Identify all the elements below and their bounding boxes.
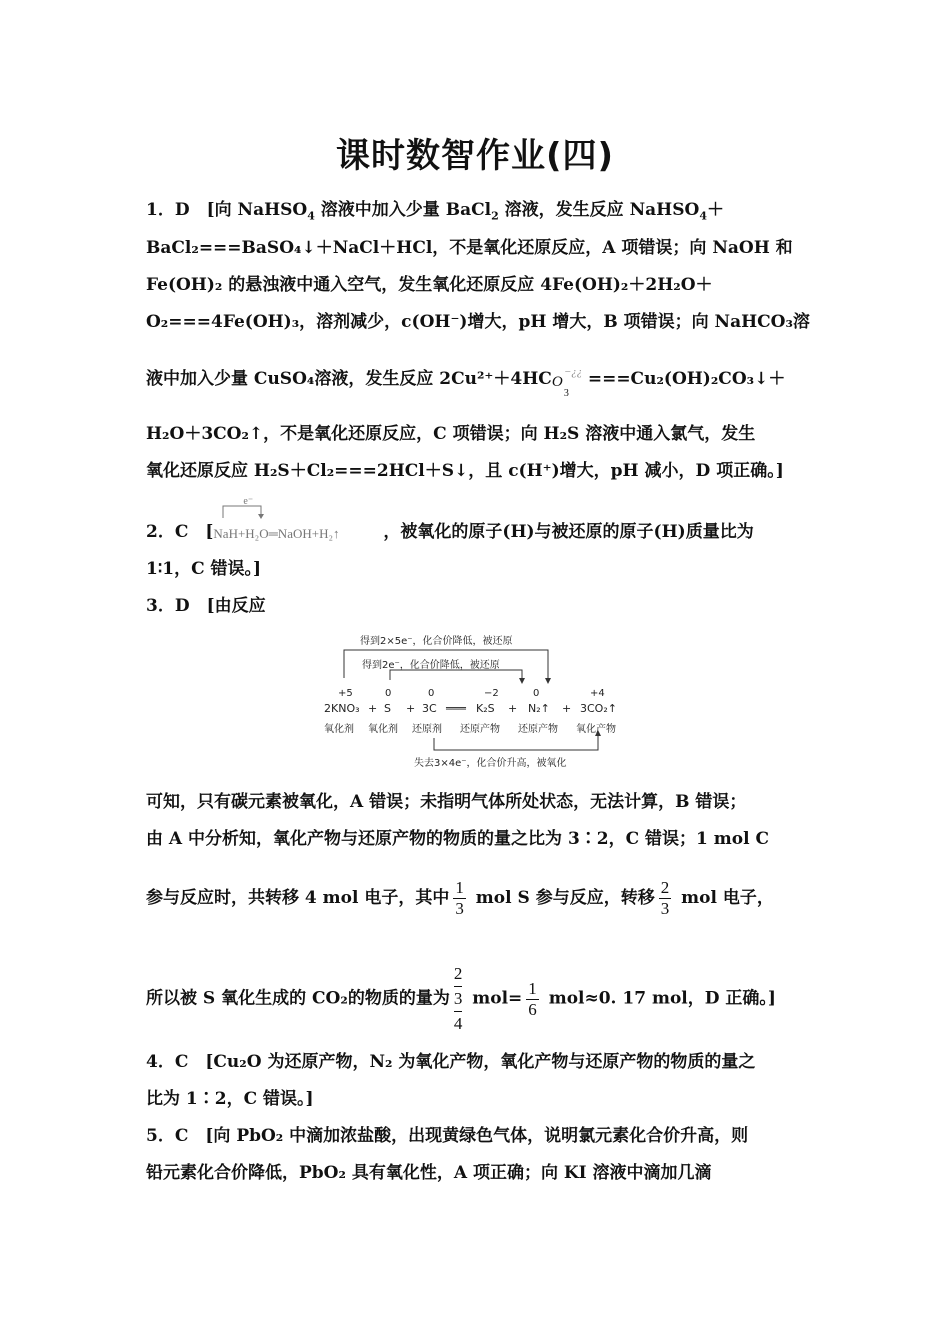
q1-line-5 [146,360,810,399]
denominator: 6 [528,999,537,1019]
role-label: 氧化剂 [324,724,354,735]
formula-sup: −¿¿ [563,366,583,378]
ox-state: −2 [484,688,499,699]
role-label: 还原产物 [460,724,500,735]
q5-line-2: 铅元素化合价降低，PbO₂ 具有氧化性，A 项正确；向 KI 溶液中滴加几滴 [146,1163,712,1183]
plus: + [562,702,572,715]
q1-text: ＋ [706,200,724,220]
electron-transfer-equation [213,496,383,544]
fraction-2-3 [659,878,672,919]
loss-label: 失去3×4e⁻，化合价升高，被氧化 [414,758,567,769]
gain-label-1: 得到2×5e⁻，化合价降低，被还原 [360,636,513,647]
ox-state: 0 [385,688,392,699]
q2-text: ，被氧化的原子(H)与被还原的原子(H)质量比为 [383,522,754,542]
q1-text: 1．D [向 NaHSO [146,200,308,220]
redox-diagram [318,628,636,772]
ox-state: 0 [428,688,435,699]
role-label: 还原剂 [412,724,442,735]
gain-label-2: 得到2e⁻，化合价降低，被还原 [362,660,500,671]
electron-arrow [217,498,267,520]
species: N₂↑ [528,702,550,715]
reaction-equation: NaH+H₂O═NaOH+H₂↑ [213,526,340,541]
formula-o: O [551,374,563,390]
ox-state: +4 [590,688,605,699]
bicarbonate-formula [551,360,588,399]
species: 3CO₂↑ [580,702,617,715]
q1-text: ===Cu₂(OH)₂CO₃↓＋ [587,369,786,389]
q3-text: mol≈0. 17 mol，D 正确。] [542,988,776,1009]
q2-line-2: 1∶1，C 错误。] [146,559,262,579]
page-title: 课时数智作业(四) [335,136,615,176]
species: K₂S [476,702,495,715]
q1-line-3: Fe(OH)₂ 的悬浊液中通入空气，发生氧化还原反应 4Fe(OH)₂＋2H₂O＋ [146,275,713,295]
role-label: 氧化产物 [576,724,616,735]
q5-line-1: 5．C [向 PbO₂ 中滴加浓盐酸，出现黄绿色气体，说明氯元素化合价升高，则 [146,1126,749,1146]
fraction-1-3 [453,878,466,919]
plus: + [508,702,518,715]
q1-line-1 [146,198,810,228]
formula-sub: 3 [563,388,569,399]
q1-line-2: BaCl₂===BaSO₄↓＋NaCl＋HCl，不是氧化还原反应，A 项错误；向 NaOH 和 [146,238,793,258]
q2-line-1 [146,496,810,544]
numerator: 2 [453,964,463,983]
q4-line-1: 4．C [Cu₂O 为还原产物，N₂ 为氧化产物，氧化产物与还原产物的物质的量之 [146,1052,756,1072]
species: 2KNO₃ [324,702,360,715]
plus: + [368,702,378,715]
equals-sign: ═══ [446,702,466,715]
q3-text: mol= [466,988,523,1009]
q1-text: 液中加入少量 CuSO₄溶液，发生反应 2Cu²⁺＋4HC [146,369,552,389]
q2-text: 2．C [ [146,522,214,542]
q1-text: 溶液中加入少量 BaCl [314,200,492,220]
q1-sub: 4 [307,209,315,223]
q3-text: mol S 参与反应，转移 [469,888,655,908]
denominator: 3 [455,899,464,918]
q3-line-3: 由 A 中分析知，氧化产物与还原产物的物质的量之比为 3∶2，C 错误；1 mol C [146,829,770,849]
compound-fraction [454,962,463,1036]
q3-text: 所以被 S 氧化生成的 CO₂的物质的量为 [146,988,450,1009]
q3-line-2: 可知，只有碳元素被氧化，A 错误；未指明气体所处状态，无法计算，B 错误； [146,792,747,812]
numerator: 1 [528,978,537,998]
q1-sub: 2 [491,209,499,223]
q1-line-7: 氧化还原反应 H₂S＋Cl₂===2HCl＋S↓，且 c(H⁺)增大，pH 减小，D 项正确。] [146,461,784,481]
species: S [384,702,391,715]
q3-text: mol 电子， [675,888,774,908]
redox-brackets [318,628,636,772]
q1-sub: 4 [699,209,707,223]
q1-line-4: O₂===4Fe(OH)₃，溶剂减少，c(OH⁻)增大，pH 增大，B 项错误；向 NaHCO₃溶 [146,312,810,332]
electron-label: e⁻ [243,496,254,507]
numerator: 2 [660,878,670,897]
q1-line-6: H₂O＋3CO₂↑，不是氧化还原反应，C 项错误；向 H₂S 溶液中通入氯气，发生 [146,424,756,444]
plus: + [406,702,416,715]
q3-text: 参与反应时，共转移 4 mol 电子，其中 [146,888,450,908]
species: 3C [422,702,437,715]
ox-state: +5 [338,688,353,699]
denominator: 4 [453,1014,463,1033]
fraction-1-6 [526,979,539,1020]
q3-line-5 [146,962,810,1036]
numerator: 1 [455,878,464,897]
q3-line-4 [146,878,810,919]
role-label: 氧化剂 [368,724,398,735]
q4-line-2: 比为 1∶2，C 错误。] [146,1089,314,1109]
ox-state: 0 [533,688,540,699]
q1-text: 溶液，发生反应 NaHSO [498,200,700,220]
middle: 3 [454,986,463,1012]
q3-line-1: 3．D [由反应 [146,596,266,616]
denominator: 3 [660,899,670,918]
role-label: 还原产物 [518,724,558,735]
